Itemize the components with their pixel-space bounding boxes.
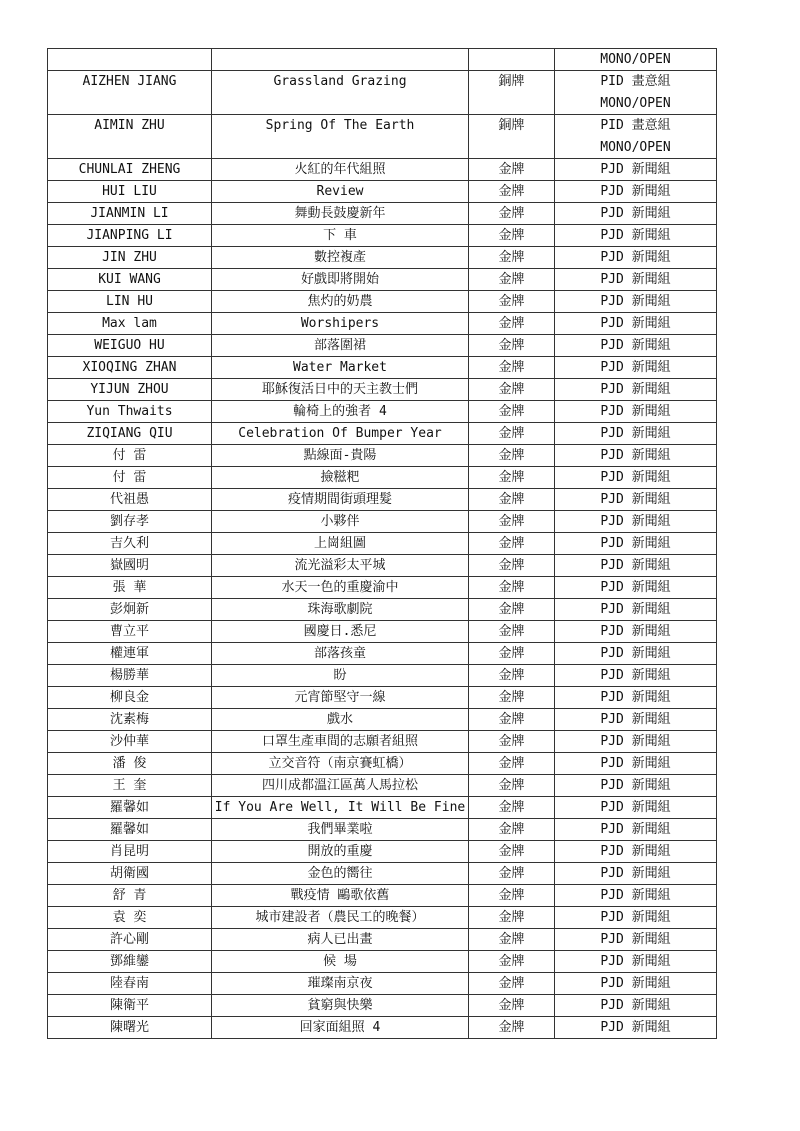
entrant-name-cell: JIN ZHU [48, 247, 212, 269]
work-title-cell: Worshipers [212, 313, 469, 335]
table-row [48, 929, 717, 951]
work-title-cell: 貧窮與快樂 [212, 995, 469, 1017]
category-cell: PJD 新聞組 [555, 929, 717, 951]
table-row [48, 841, 717, 863]
category-cell: PJD 新聞組 [555, 467, 717, 489]
category-cell: PJD 新聞組 [555, 181, 717, 203]
entrant-name-cell: 羅馨如 [48, 797, 212, 819]
award-cell: 金牌 [469, 885, 555, 907]
table-row [48, 159, 717, 181]
award-cell: 銅牌 [469, 115, 555, 159]
work-title-cell: 國慶日.悉尼 [212, 621, 469, 643]
work-title-cell: 小夥伴 [212, 511, 469, 533]
entrant-name-cell: 彭炯新 [48, 599, 212, 621]
award-cell: 金牌 [469, 467, 555, 489]
table-row [48, 401, 717, 423]
category-cell: PJD 新聞組 [555, 665, 717, 687]
category-cell: PJD 新聞組 [555, 401, 717, 423]
table-row [48, 973, 717, 995]
category-cell: PJD 新聞組 [555, 357, 717, 379]
entrant-name-cell: 曹立平 [48, 621, 212, 643]
results-table [47, 48, 717, 1039]
category-cell: PJD 新聞組 [555, 423, 717, 445]
award-cell: 金牌 [469, 797, 555, 819]
work-title-cell: Water Market [212, 357, 469, 379]
award-cell: 金牌 [469, 357, 555, 379]
category-cell: PJD 新聞組 [555, 313, 717, 335]
category-cell: PJD 新聞組 [555, 577, 717, 599]
entrant-name-cell: YIJUN ZHOU [48, 379, 212, 401]
work-title-cell: 數控複產 [212, 247, 469, 269]
award-cell: 金牌 [469, 929, 555, 951]
award-cell: 金牌 [469, 203, 555, 225]
category-cell: PJD 新聞組 [555, 1017, 717, 1039]
entrant-name-cell: JIANMIN LI [48, 203, 212, 225]
entrant-name-cell: Yun Thwaits [48, 401, 212, 423]
category-line: MONO/OPEN [600, 139, 671, 155]
table-row [48, 313, 717, 335]
entrant-name-cell: JIANPING LI [48, 225, 212, 247]
entrant-name-cell: 吉久利 [48, 533, 212, 555]
entrant-name-cell: LIN HU [48, 291, 212, 313]
table-row [48, 225, 717, 247]
category-cell: PJD 新聞組 [555, 973, 717, 995]
work-title-cell: 候 場 [212, 951, 469, 973]
table-row [48, 621, 717, 643]
table-row [48, 489, 717, 511]
entrant-name-cell [48, 49, 212, 71]
table-row [48, 291, 717, 313]
table-row [48, 775, 717, 797]
entrant-name-cell: 付 雷 [48, 467, 212, 489]
entrant-name-cell: ZIQIANG QIU [48, 423, 212, 445]
work-title-cell: 點線面-貴陽 [212, 445, 469, 467]
category-cell: PJD 新聞組 [555, 907, 717, 929]
work-title-cell: 焦灼的奶農 [212, 291, 469, 313]
category-cell: PJD 新聞組 [555, 511, 717, 533]
entrant-name-cell: WEIGUO HU [48, 335, 212, 357]
work-title-cell: 璀璨南京夜 [212, 973, 469, 995]
entrant-name-cell: 王 奎 [48, 775, 212, 797]
category-cell: PJD 新聞組 [555, 951, 717, 973]
award-cell [469, 49, 555, 71]
table-row [48, 115, 717, 159]
table-row [48, 819, 717, 841]
award-cell: 金牌 [469, 401, 555, 423]
award-cell: 金牌 [469, 665, 555, 687]
table-row [48, 665, 717, 687]
category-cell: PJD 新聞組 [555, 775, 717, 797]
work-title-cell: If You Are Well, It Will Be Fine [212, 797, 469, 819]
table-row [48, 731, 717, 753]
entrant-name-cell: 羅馨如 [48, 819, 212, 841]
category-cell: PJD 新聞組 [555, 291, 717, 313]
work-title-cell: 戰疫情 鷗歌依舊 [212, 885, 469, 907]
award-cell: 金牌 [469, 181, 555, 203]
work-title-cell: Celebration Of Bumper Year [212, 423, 469, 445]
table-row [48, 533, 717, 555]
work-title-cell: 輪椅上的強者 4 [212, 401, 469, 423]
category-line: PID 畫意組 [600, 118, 671, 133]
table-row [48, 643, 717, 665]
award-cell: 金牌 [469, 731, 555, 753]
award-cell: 金牌 [469, 775, 555, 797]
category-cell: PJD 新聞組 [555, 379, 717, 401]
category-cell: PJD 新聞組 [555, 643, 717, 665]
entrant-name-cell: 楊勝華 [48, 665, 212, 687]
table-row [48, 555, 717, 577]
work-title-cell: 流光溢彩太平城 [212, 555, 469, 577]
award-cell: 金牌 [469, 489, 555, 511]
table-row [48, 269, 717, 291]
award-cell: 金牌 [469, 379, 555, 401]
award-cell: 金牌 [469, 511, 555, 533]
category-cell: PJD 新聞組 [555, 159, 717, 181]
award-cell: 金牌 [469, 753, 555, 775]
table-row [48, 379, 717, 401]
work-title-cell: 珠海歌劇院 [212, 599, 469, 621]
award-cell: 金牌 [469, 335, 555, 357]
entrant-name-cell: 許心剛 [48, 929, 212, 951]
category-cell: PJD 新聞組 [555, 335, 717, 357]
table-row [48, 49, 717, 71]
table-body [48, 49, 717, 1039]
entrant-name-cell: 代祖愚 [48, 489, 212, 511]
work-title-cell: 上崗組圖 [212, 533, 469, 555]
entrant-name-cell: 袁 奕 [48, 907, 212, 929]
award-cell: 金牌 [469, 533, 555, 555]
work-title-cell: Review [212, 181, 469, 203]
award-cell: 金牌 [469, 863, 555, 885]
award-cell: 金牌 [469, 973, 555, 995]
entrant-name-cell: 付 雷 [48, 445, 212, 467]
entrant-name-cell: KUI WANG [48, 269, 212, 291]
work-title-cell: 回家面組照 4 [212, 1017, 469, 1039]
work-title-cell: 下 車 [212, 225, 469, 247]
entrant-name-cell: 柳良金 [48, 687, 212, 709]
entrant-name-cell: 肖昆明 [48, 841, 212, 863]
entrant-name-cell: 權連軍 [48, 643, 212, 665]
category-line: PID 畫意組 [600, 74, 671, 89]
entrant-name-cell: Max lam [48, 313, 212, 335]
category-cell [555, 71, 717, 115]
category-cell: PJD 新聞組 [555, 863, 717, 885]
category-cell: PJD 新聞組 [555, 621, 717, 643]
table-row [48, 1017, 717, 1039]
award-cell: 金牌 [469, 687, 555, 709]
work-title-cell: 水天一色的重慶渝中 [212, 577, 469, 599]
work-title-cell: 立交音符（南京賽虹橋） [212, 753, 469, 775]
work-title-cell: 我們畢業啦 [212, 819, 469, 841]
work-title-cell: Spring Of The Earth [212, 115, 469, 159]
work-title-cell: 金色的嚮往 [212, 863, 469, 885]
award-cell: 金牌 [469, 1017, 555, 1039]
work-title-cell: 撿糍粑 [212, 467, 469, 489]
work-title-cell: 部落孩童 [212, 643, 469, 665]
work-title-cell: 好戲即將開始 [212, 269, 469, 291]
entrant-name-cell: 劉存孝 [48, 511, 212, 533]
category-cell: PJD 新聞組 [555, 533, 717, 555]
category-cell: PJD 新聞組 [555, 797, 717, 819]
table-row [48, 423, 717, 445]
award-cell: 銅牌 [469, 71, 555, 115]
table-row [48, 71, 717, 115]
category-cell: PJD 新聞組 [555, 885, 717, 907]
entrant-name-cell: 沙仲華 [48, 731, 212, 753]
table-row [48, 335, 717, 357]
table-row [48, 357, 717, 379]
category-cell: PJD 新聞組 [555, 445, 717, 467]
award-cell: 金牌 [469, 643, 555, 665]
award-cell: 金牌 [469, 159, 555, 181]
table-row [48, 577, 717, 599]
award-cell: 金牌 [469, 445, 555, 467]
work-title-cell: 疫情期間街頭理髮 [212, 489, 469, 511]
table-row [48, 511, 717, 533]
entrant-name-cell: 陳曙光 [48, 1017, 212, 1039]
table-row [48, 885, 717, 907]
entrant-name-cell: HUI LIU [48, 181, 212, 203]
work-title-cell: 盼 [212, 665, 469, 687]
work-title-cell: 開放的重慶 [212, 841, 469, 863]
category-cell: PJD 新聞組 [555, 687, 717, 709]
category-cell: PJD 新聞組 [555, 709, 717, 731]
work-title-cell: 舞動長鼓慶新年 [212, 203, 469, 225]
award-cell: 金牌 [469, 313, 555, 335]
table-row [48, 753, 717, 775]
entrant-name-cell: 嶽國明 [48, 555, 212, 577]
table-row [48, 445, 717, 467]
table-row [48, 247, 717, 269]
entrant-name-cell: CHUNLAI ZHENG [48, 159, 212, 181]
table-row [48, 599, 717, 621]
entrant-name-cell: XIOQING ZHAN [48, 357, 212, 379]
table-row [48, 797, 717, 819]
category-cell: PJD 新聞組 [555, 753, 717, 775]
work-title-cell: 耶穌復活日中的天主教士們 [212, 379, 469, 401]
award-cell: 金牌 [469, 995, 555, 1017]
category-cell: PJD 新聞組 [555, 225, 717, 247]
entrant-name-cell: 沈素梅 [48, 709, 212, 731]
category-cell: PJD 新聞組 [555, 841, 717, 863]
category-cell: PJD 新聞組 [555, 247, 717, 269]
award-cell: 金牌 [469, 291, 555, 313]
table-row [48, 709, 717, 731]
entrant-name-cell: 潘 俊 [48, 753, 212, 775]
award-cell: 金牌 [469, 225, 555, 247]
category-cell [555, 115, 717, 159]
award-cell: 金牌 [469, 555, 555, 577]
award-cell: 金牌 [469, 819, 555, 841]
entrant-name-cell: 陳衛平 [48, 995, 212, 1017]
category-cell: PJD 新聞組 [555, 731, 717, 753]
category-cell: PJD 新聞組 [555, 995, 717, 1017]
category-cell: PJD 新聞組 [555, 555, 717, 577]
category-line: MONO/OPEN [600, 95, 671, 111]
work-title-cell: Grassland Grazing [212, 71, 469, 115]
entrant-name-cell: 張 華 [48, 577, 212, 599]
award-cell: 金牌 [469, 269, 555, 291]
category-cell: PJD 新聞組 [555, 203, 717, 225]
table-row [48, 951, 717, 973]
work-title-cell: 戲水 [212, 709, 469, 731]
table-row [48, 863, 717, 885]
table-row [48, 181, 717, 203]
category-cell: PJD 新聞組 [555, 489, 717, 511]
award-cell: 金牌 [469, 621, 555, 643]
award-cell: 金牌 [469, 907, 555, 929]
award-cell: 金牌 [469, 841, 555, 863]
work-title-cell: 元宵節堅守一線 [212, 687, 469, 709]
table-row [48, 995, 717, 1017]
work-title-cell: 火紅的年代組照 [212, 159, 469, 181]
table-row [48, 203, 717, 225]
work-title-cell [212, 49, 469, 71]
entrant-name-cell: 陸春南 [48, 973, 212, 995]
award-cell: 金牌 [469, 709, 555, 731]
award-cell: 金牌 [469, 423, 555, 445]
work-title-cell: 病人已出畫 [212, 929, 469, 951]
table-row [48, 907, 717, 929]
work-title-cell: 城市建設者（農民工的晚餐） [212, 907, 469, 929]
entrant-name-cell: 舒 青 [48, 885, 212, 907]
entrant-name-cell: AIMIN ZHU [48, 115, 212, 159]
award-cell: 金牌 [469, 577, 555, 599]
work-title-cell: 口罩生產車間的志願者組照 [212, 731, 469, 753]
category-cell: PJD 新聞組 [555, 819, 717, 841]
work-title-cell: 部落圍裙 [212, 335, 469, 357]
category-cell: PJD 新聞組 [555, 599, 717, 621]
category-cell: PJD 新聞組 [555, 269, 717, 291]
award-cell: 金牌 [469, 247, 555, 269]
award-cell: 金牌 [469, 599, 555, 621]
entrant-name-cell: 胡衛國 [48, 863, 212, 885]
award-cell: 金牌 [469, 951, 555, 973]
entrant-name-cell: 鄧維鑾 [48, 951, 212, 973]
work-title-cell: 四川成都溫江區萬人馬拉松 [212, 775, 469, 797]
table-row [48, 467, 717, 489]
table-row [48, 687, 717, 709]
entrant-name-cell: AIZHEN JIANG [48, 71, 212, 115]
category-cell: MONO/OPEN [555, 49, 717, 71]
